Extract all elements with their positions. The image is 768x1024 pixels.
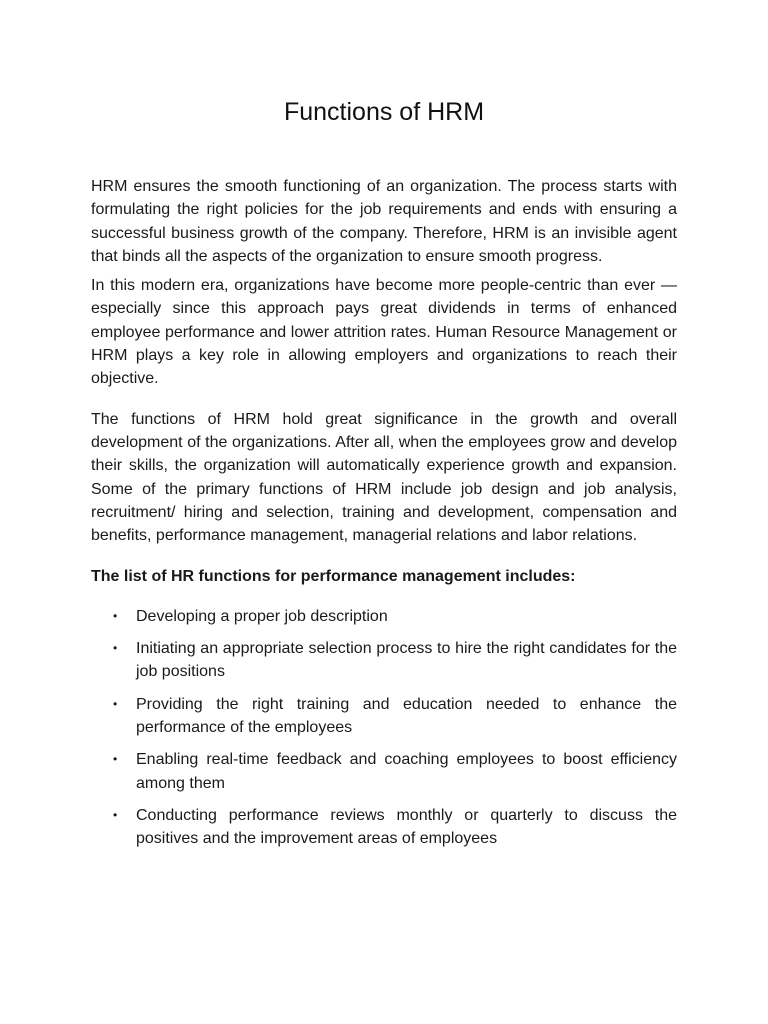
paragraph-intro: HRM ensures the smooth functioning of an organization. The process starts with formulating the right policies for the job requirements and ends with ensuring a successful business growth of the company. Therefore, HRM is an invisible agent that binds all the aspects of the organization to ensure smooth progress. [91,178,677,265]
list-item [91,748,677,795]
paragraph-functions: The functions of HRM hold great significance in the growth and overall development of the organizations. After all, when the employees grow and develop their skills, the organization will automatically experience growth and expansion. Some of the primary functions of HRM include job design and job analysis, recruitment/ hiring and selection, training and development, compensation and benefits, performance management, managerial relations and labor relations. [91,410,677,545]
list-item [91,693,677,740]
list-item-text: Developing a proper job description [136,607,388,625]
list-item-text: Initiating an appropriate selection process to hire the right candidates for the job positions [136,640,677,681]
document-body [91,175,677,859]
bullet-icon: • [113,608,118,623]
list-item-text: Conducting performance reviews monthly or quarterly to discuss the positives and the improvement areas of employees [136,806,677,848]
list-heading: The list of HR functions for performance management includes: [91,568,576,586]
bullet-icon: • [113,807,118,822]
list-item [91,804,677,851]
list-item-text: Providing the right training and education needed to enhance the performance of the employees [136,695,677,736]
list-item [91,637,677,684]
bullet-icon: • [113,641,118,656]
list-item-text: Enabling real-time feedback and coaching employees to boost efficiency among them [136,751,677,792]
paragraph-modern-era: In this modern era, organizations have become more people-centric than ever — especially since this approach pays great dividends in terms of enhanced employee performance and lower attrition rates. Human Resource Management or HRM plays a key role in allowing employers and organizations to reach their objective. [91,277,677,388]
bullet-icon: • [113,752,118,767]
bullet-icon: • [113,696,118,711]
hr-functions-list [91,605,677,851]
list-item [91,605,677,628]
page-title: Functions of HRM [283,98,485,126]
